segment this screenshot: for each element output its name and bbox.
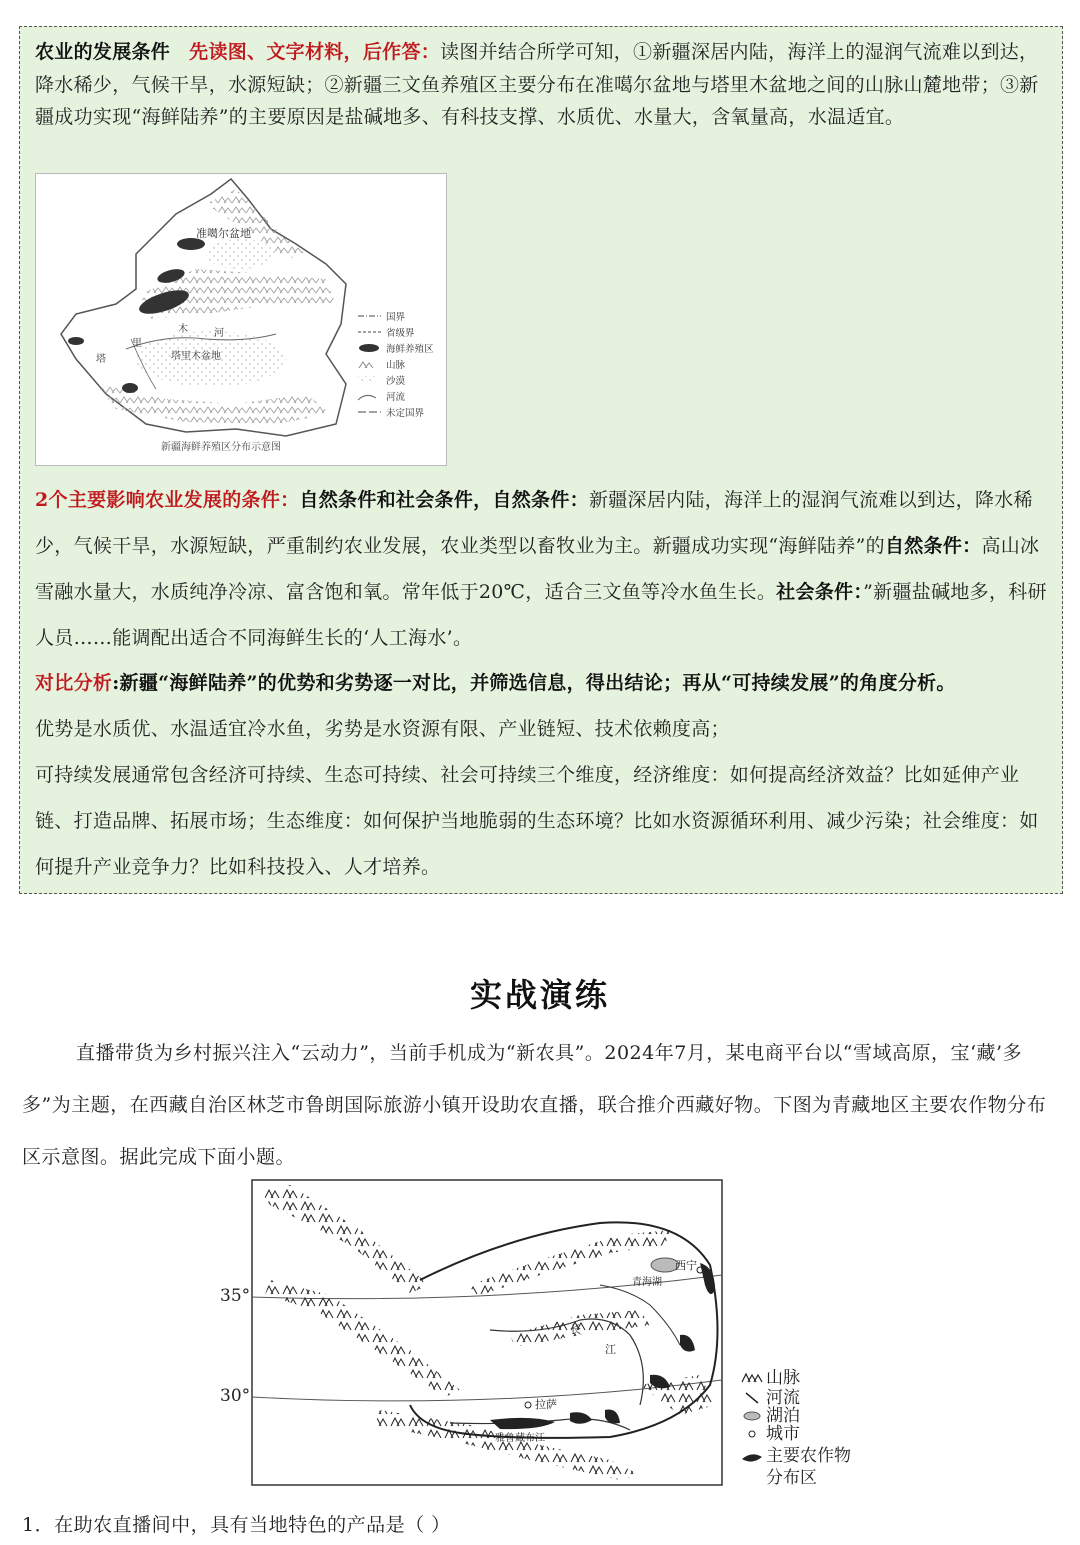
section1-intro-text: 读图并结合所学可知，①新疆深居内陆，海洋上的湿润气流难以到达，降水稀少，气候干旱，水源短缺；②新疆三文鱼养殖区主要分布在准噶尔盆地与塔里木盆地之间的山脉山麓地带；③新疆成功实现“海鲜陆养”的主要原因是盐碱地多、有科技支撑、水质优、水量大，含氧量高，水温适宜。 [35, 41, 1039, 128]
label-river-li: 里 [132, 338, 142, 349]
section2-text1: 新疆深居内陆，海洋上的湿润气流难以到达，降水稀少，气候干旱，水源短缺，严重制约农业发展，农业类型以畜牧业为主。新疆成功实现“海鲜陆养”的 [35, 489, 1033, 557]
section1-paragraph [35, 36, 1050, 134]
aquaculture-area [122, 383, 138, 393]
label-yarlung-river: 雅鲁藏布江 [495, 1433, 545, 1444]
gurbantunggut-desert [206, 239, 276, 269]
label-xining: 西宁 [675, 1259, 697, 1272]
section2-label: 2个主要影响农业发展的条件： [35, 489, 300, 511]
map1-legend [358, 312, 434, 419]
xinjiang-map [35, 173, 447, 466]
legend-lake2: 湖泊 [766, 1406, 800, 1426]
legend-provincial-border: 省级界 [386, 328, 415, 339]
section2-text3: ”新疆盐碱地多，科研人员……能调配出适合不同海鲜生长的‘人工海水’。 [35, 581, 1047, 649]
section1-instruction: 先读图、文字材料，后作答： [189, 41, 441, 63]
section3-advantages: 优势是水质优、水温适宜冷水鱼，劣势是水资源有限、产业链短、技术依赖度高； [35, 718, 730, 740]
xinjiang-map-svg [36, 174, 446, 465]
lat30-label: 30° [220, 1386, 251, 1406]
legend-city2: 城市 [766, 1424, 800, 1444]
label-tarim-basin: 塔里木盆地 [171, 351, 221, 362]
label-chang: 长 [570, 1323, 581, 1336]
section2-bold3: 社会条件： [776, 581, 864, 603]
section2-bold1: 自然条件和社会条件，自然条件： [299, 489, 589, 511]
legend-mountain2: 山脉 [766, 1368, 800, 1388]
label-junggar: 准噶尔盆地 [196, 227, 251, 240]
legend-national-border: 国界 [386, 312, 406, 323]
practice-title: 实战演练 [469, 976, 610, 1014]
label-river-he: 河 [214, 328, 224, 339]
legend-desert: 沙漠 [386, 376, 406, 387]
aquaculture-area [68, 337, 84, 345]
label-qinghai-lake: 青海湖 [632, 1277, 662, 1288]
section1-heading: 农业的发展条件 [35, 41, 171, 63]
lat35-label: 35° [220, 1286, 251, 1306]
legend-river2: 河流 [766, 1388, 800, 1408]
section2-paragraph [35, 477, 1050, 661]
map2-legend [742, 1368, 851, 1488]
question-1: 1．在助农直播间中，具有当地特色的产品是（ ） [22, 1514, 451, 1536]
section2-text2: 高山冰雪融水量大，水质纯净冷凉、富含饱和氧。常年低于20℃，适合三文鱼等冷水鱼生长。 [35, 535, 1040, 603]
legend-undetermined-border: 未定国界 [386, 408, 425, 419]
label-lhasa: 拉萨 [535, 1398, 557, 1411]
section3-sustainability: 可持续发展通常包含经济可持续、生态可持续、社会可持续三个维度，经济维度：如何提高经济效益？比如延伸产业链、打造品牌、拓展市场；生态维度：如何保护当地脆弱的生态环境？比如水资源循环利用、减少污染；社会维度：如何提升产业竞争力？比如科技投入、人才培养。 [35, 764, 1039, 878]
legend-river: 河流 [386, 392, 406, 403]
section3-heading-line [35, 660, 1050, 706]
qinghai-tibet-map [210, 1175, 870, 1515]
legend-aquaculture: 海鲜养殖区 [386, 344, 434, 355]
section3-bold: :新疆“海鲜陆养”的优势和劣势逐一对比，并筛选信息，得出结论；再从“可持续发展”的角度分析。 [112, 672, 956, 694]
label-river-ta: 塔 [96, 354, 106, 365]
legend-crop2b: 分布区 [766, 1468, 817, 1488]
qinghai-tibet-map-svg [210, 1175, 870, 1515]
label-river-mu: 木 [178, 324, 188, 335]
section3-label: 对比分析 [35, 672, 113, 694]
practice-intro: 直播带货为乡村振兴注入“云动力”，当前手机成为“新农具”。2024年7月，某电商平台以“雪域高原，宝‘藏’多多”为主题，在西藏自治区林芝市鲁朗国际旅游小镇开设助农直播，联合推介西藏好物。下图为青藏地区主要农作物分布区示意图。据此完成下面小题。 [22, 1042, 1047, 1168]
legend-mountain: 山脉 [386, 360, 406, 371]
legend-crop2: 主要农作物 [766, 1446, 851, 1466]
map1-caption: 新疆海鲜养殖区分布示意图 [161, 442, 281, 453]
label-jiang: 江 [605, 1343, 616, 1356]
section2-bold2: 自然条件： [884, 535, 982, 557]
